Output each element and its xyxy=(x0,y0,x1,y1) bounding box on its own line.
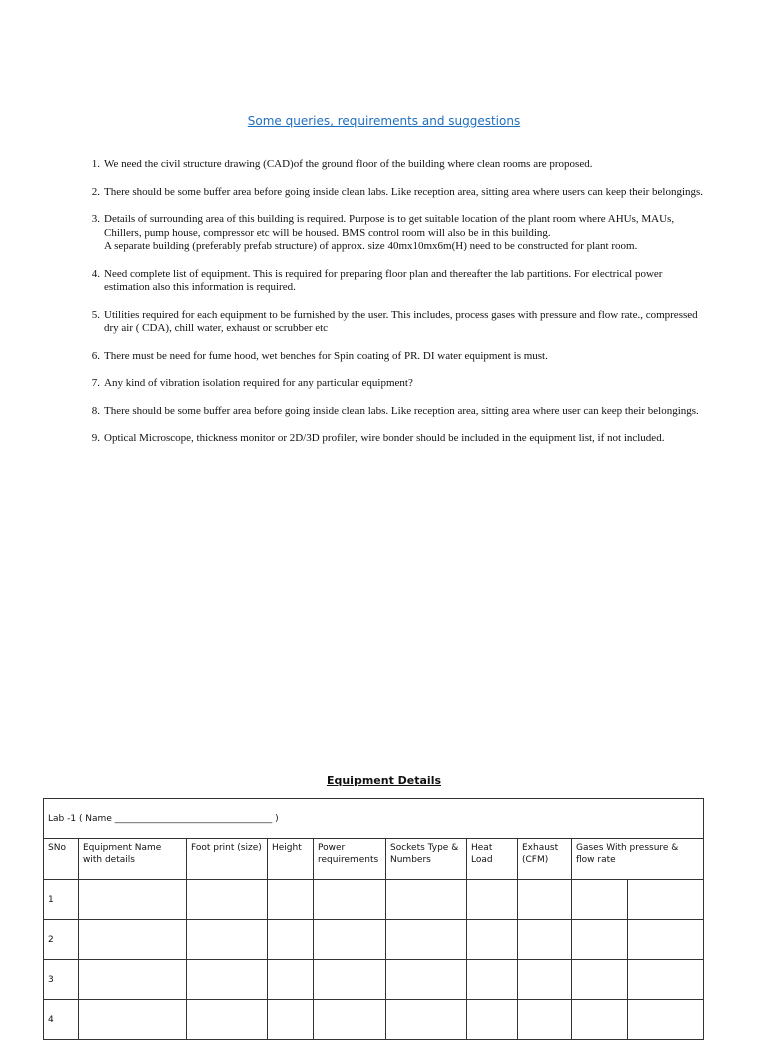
item-text: There should be some buffer area before going inside clean labs. Like reception area, sitting area where user can keep their belongings. xyxy=(104,404,699,417)
table-cell[interactable] xyxy=(467,920,518,960)
item-text: There must be need for fume hood, wet benches for Spin coating of PR. DI water equipment is must. xyxy=(104,349,548,362)
item-number: 6. xyxy=(91,349,100,362)
item-text: Utilities required for each equipment to be furnished by the user. This includes, process gases with pressure and flow rate., compressed dry air ( CDA), chill water, exhaust or scrubber etc xyxy=(104,308,698,334)
table-cell[interactable] xyxy=(314,920,386,960)
header-equipment-name: Equipment Name with details xyxy=(79,839,187,880)
header-sockets: Sockets Type & Numbers xyxy=(386,839,467,880)
header-height: Height xyxy=(268,839,314,880)
row-sno: 2 xyxy=(44,920,79,960)
row-sno: 1 xyxy=(44,880,79,920)
table-cell[interactable] xyxy=(386,960,467,1000)
table-cell[interactable] xyxy=(79,920,187,960)
table-cell[interactable] xyxy=(518,1000,572,1040)
table-cell[interactable] xyxy=(572,920,628,960)
list-item xyxy=(91,308,704,336)
list-item xyxy=(91,432,704,446)
table-cell[interactable] xyxy=(187,1000,268,1040)
header-foot-print: Foot print (size) xyxy=(187,839,268,880)
table-cell[interactable] xyxy=(572,960,628,1000)
table-row xyxy=(44,960,704,1000)
item-text: There should be some buffer area before going inside clean labs. Like reception area, sitting area where users can keep their belongings. xyxy=(104,185,704,198)
item-number: 3. xyxy=(91,213,100,225)
header-gases: Gases With pressure & flow rate xyxy=(572,839,704,880)
row-sno: 3 xyxy=(44,960,79,1000)
table-cell[interactable] xyxy=(79,960,187,1000)
table-cell[interactable] xyxy=(268,1000,314,1040)
list-item xyxy=(91,349,704,364)
table-cell[interactable] xyxy=(268,920,314,960)
table-cell[interactable] xyxy=(386,1000,467,1040)
header-exhaust: Exhaust (CFM) xyxy=(518,839,572,880)
lab-name-cell: Lab -1 ( Name ___________________________________ ) xyxy=(44,799,704,839)
list-item xyxy=(91,404,704,419)
table-cell[interactable] xyxy=(628,920,704,960)
item-text: Need complete list of equipment. This is required for preparing floor plan and thereafter the lab partitions. For electrical power estimation also this information is required. xyxy=(104,267,663,293)
table-row xyxy=(44,1000,704,1040)
table-cell[interactable] xyxy=(572,1000,628,1040)
table-row xyxy=(44,880,704,920)
item-text: Optical Microscope, thickness monitor or 2D/3D profiler, wire bonder should be included in the equipment list, if not included. xyxy=(104,432,665,444)
item-number: 9. xyxy=(91,432,100,444)
table-cell[interactable] xyxy=(187,880,268,920)
list-item xyxy=(91,267,704,295)
list-item xyxy=(91,213,704,254)
table-cell[interactable] xyxy=(187,920,268,960)
table-cell[interactable] xyxy=(628,1000,704,1040)
item-number: 8. xyxy=(91,404,100,417)
table-cell[interactable] xyxy=(268,880,314,920)
table-cell[interactable] xyxy=(518,920,572,960)
item-number: 7. xyxy=(91,377,100,389)
table-cell[interactable] xyxy=(268,960,314,1000)
header-sno: SNo xyxy=(44,839,79,880)
table-cell[interactable] xyxy=(314,880,386,920)
row-sno: 4 xyxy=(44,1000,79,1040)
table-title: Equipment Details xyxy=(326,774,442,787)
document-title: Some queries, requirements and suggestions xyxy=(247,114,521,128)
header-power: Power requirements xyxy=(314,839,386,880)
table-cell[interactable] xyxy=(314,960,386,1000)
table-cell[interactable] xyxy=(79,880,187,920)
table-cell[interactable] xyxy=(187,960,268,1000)
table-cell[interactable] xyxy=(386,920,467,960)
item-number: 4. xyxy=(91,267,100,280)
item-number: 5. xyxy=(91,308,100,321)
queries-list xyxy=(91,158,704,460)
table-cell[interactable] xyxy=(628,880,704,920)
table-cell[interactable] xyxy=(628,960,704,1000)
table-cell[interactable] xyxy=(518,880,572,920)
table-cell[interactable] xyxy=(572,880,628,920)
table-cell[interactable] xyxy=(386,880,467,920)
table-cell[interactable] xyxy=(467,1000,518,1040)
item-text-continued: A separate building (preferably prefab structure) of approx. size 40mx10mx6m(H) need to be constructed for plant room. xyxy=(104,240,638,252)
item-number: 2. xyxy=(91,185,100,198)
table-cell[interactable] xyxy=(467,960,518,1000)
item-number: 1. xyxy=(91,158,100,170)
list-item xyxy=(91,158,704,172)
table-cell[interactable] xyxy=(79,1000,187,1040)
table-cell[interactable] xyxy=(518,960,572,1000)
list-item xyxy=(91,185,704,200)
table-cell[interactable] xyxy=(314,1000,386,1040)
item-text: Any kind of vibration isolation required for any particular equipment? xyxy=(104,377,413,389)
table-cell[interactable] xyxy=(467,880,518,920)
header-heat-load: Heat Load xyxy=(467,839,518,880)
table-row xyxy=(44,920,704,960)
list-item xyxy=(91,377,704,391)
item-text: We need the civil structure drawing (CAD)of the ground floor of the building where clean rooms are proposed. xyxy=(104,158,593,170)
equipment-table xyxy=(43,798,704,1040)
item-text: Details of surrounding area of this building is required. Purpose is to get suitable location of the plant room where AHUs, MAUs, Chillers, pump house, compressor etc will be housed. BMS control room will also be in this building. xyxy=(104,213,675,239)
